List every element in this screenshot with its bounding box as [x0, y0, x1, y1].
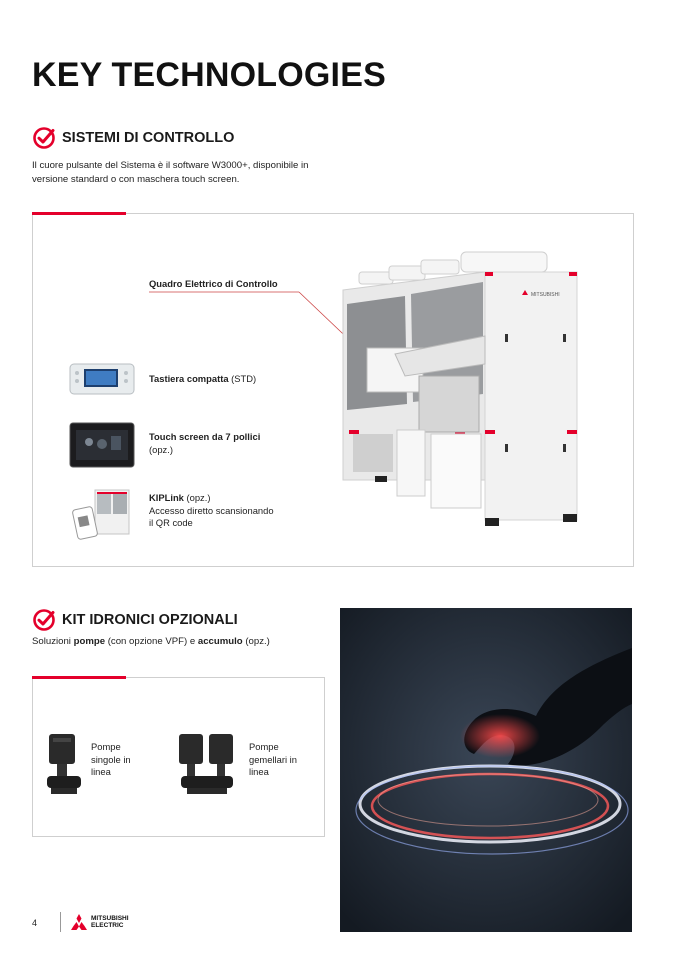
- section-title: SISTEMI DI CONTROLLO: [62, 130, 235, 146]
- svg-text:MITSUBISHI: MITSUBISHI: [531, 292, 560, 298]
- kiplink-label: [149, 492, 279, 530]
- kiplink-label-line2: Accesso diretto scansionando il QR code: [149, 504, 274, 528]
- section-heading-controllo: [32, 126, 234, 150]
- page-number: 4: [32, 918, 38, 928]
- desc-bold-pompe: pompe: [73, 636, 106, 647]
- mitsubishi-diamonds-icon: [70, 914, 88, 930]
- touch-screen-image: [69, 422, 135, 468]
- keypad-label: [149, 373, 256, 386]
- keypad-label-rest: (STD): [228, 373, 257, 384]
- callout-label: Quadro Elettrico di Controllo: [149, 278, 278, 289]
- brand-logo: [70, 914, 129, 930]
- section-heading-kit-idronici: [32, 608, 238, 632]
- keypad-label-bold: Tastiera compatta: [149, 373, 229, 384]
- kiplink-label-bold: KIPLink: [149, 492, 184, 503]
- compact-keypad-image: [69, 362, 135, 396]
- single-pump-label: Pompe singole in linea: [91, 741, 131, 777]
- touch-screen-label: [149, 431, 260, 456]
- twin-pump-image: [177, 732, 241, 798]
- touch-screen-label-line2: (opz.): [149, 443, 173, 455]
- touch-screen-label-bold: Touch screen da 7 pollici: [149, 431, 261, 442]
- hydronic-kit-panel: [32, 677, 325, 837]
- desc-part: Soluzioni: [32, 636, 74, 647]
- section-title: KIT IDRONICI OPZIONALI: [62, 612, 238, 628]
- brand-line1: MITSUBISHI: [91, 915, 129, 922]
- check-circle-icon: [32, 126, 56, 150]
- twin-pump-label: Pompe gemellari in linea: [249, 741, 297, 777]
- brand-line2: ELECTRIC: [91, 922, 124, 929]
- chiller-unit-image: [335, 244, 585, 530]
- section-description: Il cuore pulsante del Sistema è il software W3000+, disponibile in versione standard o con maschera touch screen.: [32, 160, 309, 185]
- single-pump-image: [45, 732, 85, 798]
- section-description: [32, 635, 270, 649]
- desc-bold-accumulo: accumulo: [197, 636, 243, 647]
- desc-part: (con opzione VPF) e: [105, 636, 198, 647]
- kiplink-image: [67, 486, 133, 542]
- footer-divider: [60, 912, 61, 932]
- check-circle-icon: [32, 608, 56, 632]
- page-title: KEY TECHNOLOGIES: [32, 56, 386, 94]
- kiplink-label-rest: (opz.): [183, 492, 211, 503]
- control-systems-panel: [32, 213, 634, 567]
- panel-accent-bar: [32, 676, 126, 679]
- hand-light-ring-image: [340, 608, 632, 932]
- panel-accent-bar: [32, 212, 126, 215]
- desc-part: (opz.): [242, 636, 270, 647]
